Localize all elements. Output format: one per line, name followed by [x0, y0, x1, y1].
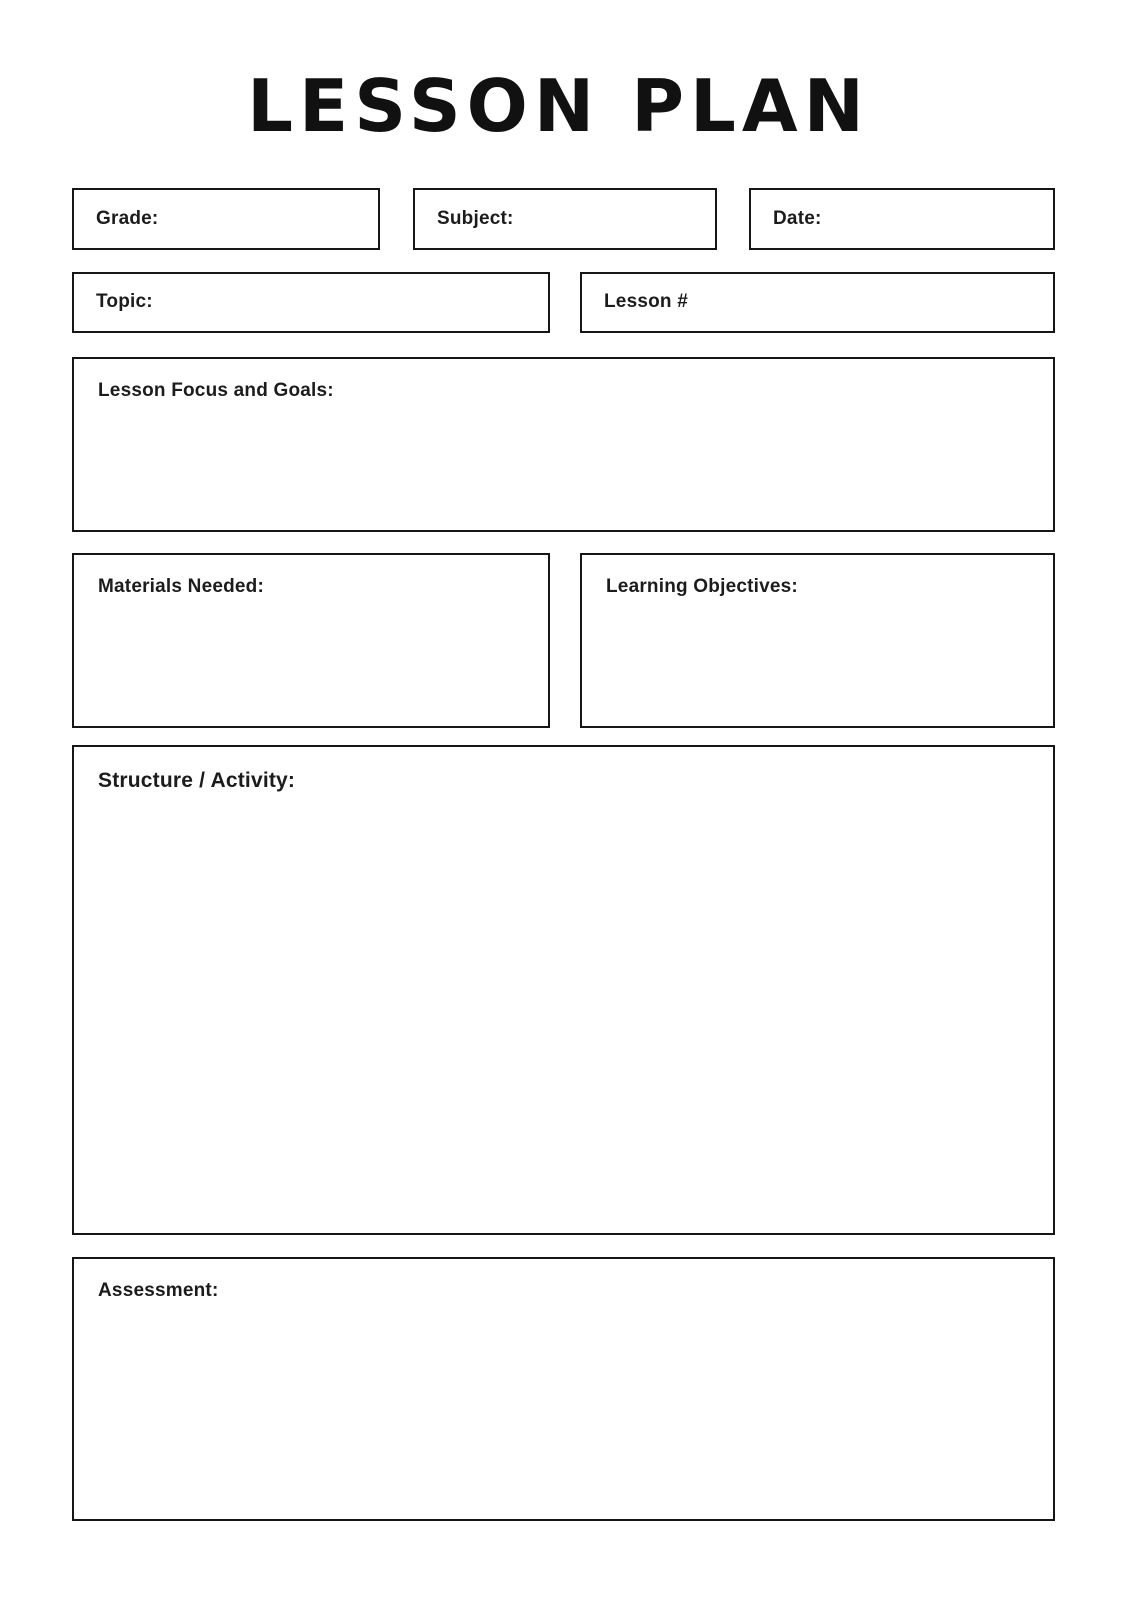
- date-field-label: Date:: [773, 207, 822, 229]
- materials-needed-label: Materials Needed:: [98, 576, 265, 597]
- structure-activity-area[interactable]: [72, 745, 1055, 1235]
- assessment-area[interactable]: [72, 1257, 1055, 1521]
- grade-field[interactable]: [72, 188, 380, 250]
- date-field[interactable]: [749, 188, 1055, 250]
- lesson-number-field-label: Lesson #: [604, 291, 688, 313]
- page-title: LESSON PLAN: [247, 64, 870, 148]
- materials-needed-area[interactable]: [72, 553, 550, 728]
- assessment-label: Assessment:: [98, 1280, 219, 1301]
- grade-field-label: Grade:: [96, 207, 159, 229]
- lesson-focus-goals-area[interactable]: [72, 357, 1055, 532]
- learning-objectives-area[interactable]: [580, 553, 1055, 728]
- lesson-number-field[interactable]: [580, 272, 1055, 333]
- subject-field-label: Subject:: [437, 207, 514, 229]
- subject-field[interactable]: [413, 188, 717, 250]
- topic-field-label: Topic:: [96, 291, 153, 313]
- structure-activity-label: Structure / Activity:: [98, 769, 296, 792]
- topic-field[interactable]: [72, 272, 550, 333]
- lesson-focus-goals-label: Lesson Focus and Goals:: [98, 380, 334, 401]
- learning-objectives-label: Learning Objectives:: [606, 576, 798, 597]
